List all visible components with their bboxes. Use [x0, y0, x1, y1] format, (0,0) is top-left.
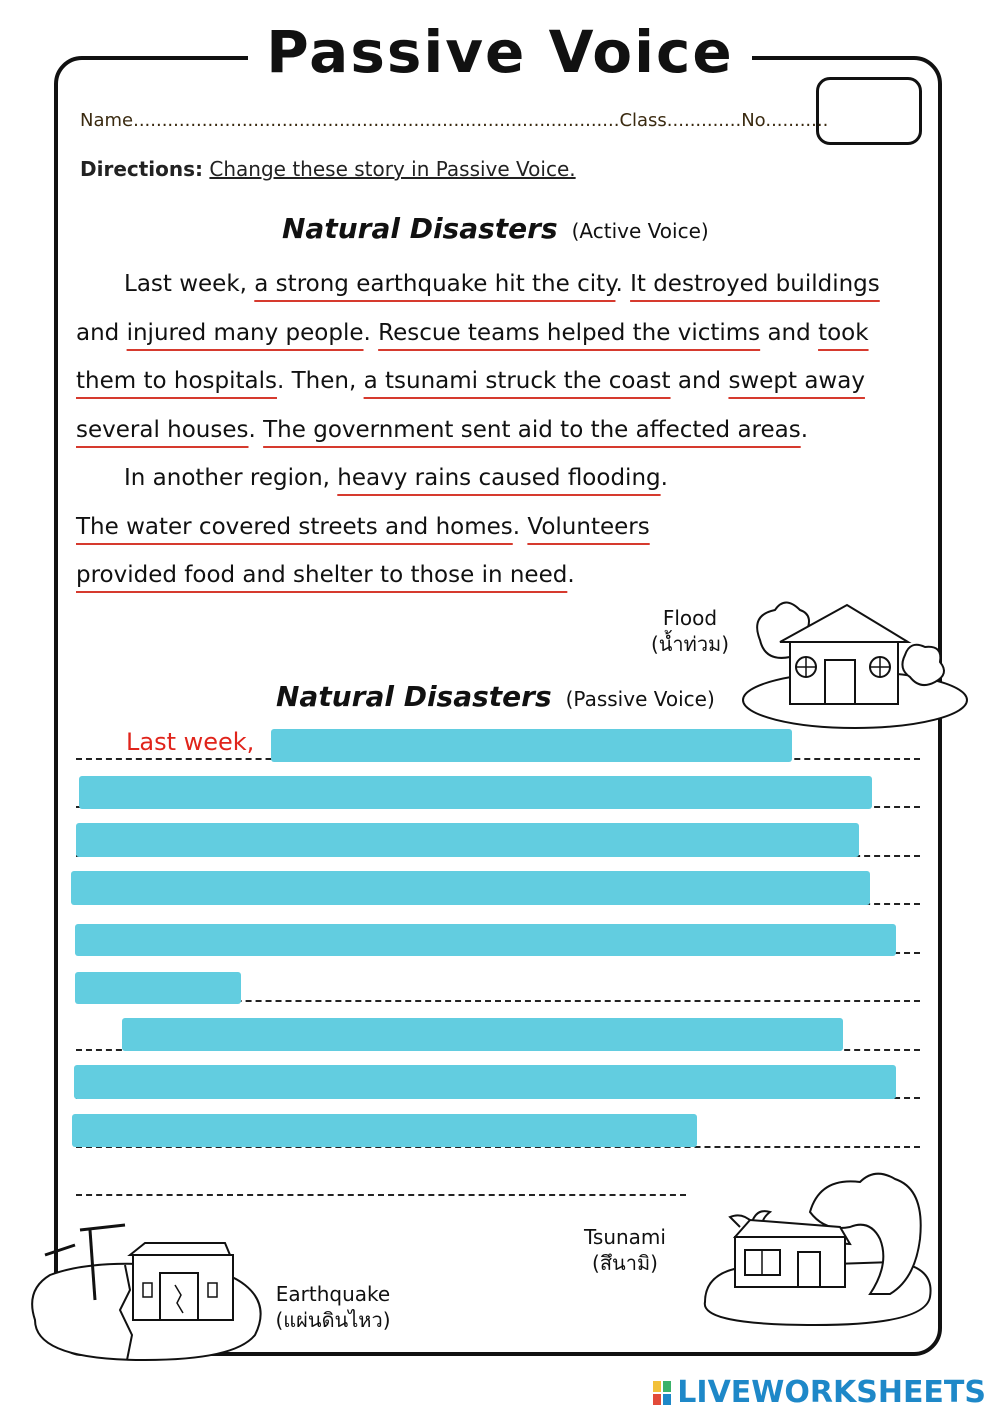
number-field[interactable]: No........... [741, 110, 829, 131]
answer-blank-8[interactable] [74, 1065, 896, 1099]
earthquake-caption: Earthquake (แผ่นดินไหว) [275, 1282, 391, 1332]
answer-blank-1[interactable] [271, 729, 792, 762]
tsunami-caption: Tsunami (สึนามิ) [584, 1225, 666, 1275]
answer-blank-9[interactable] [72, 1114, 697, 1147]
name-field[interactable]: Name..................................................................................... [80, 110, 620, 131]
liveworksheets-logo[interactable]: LIVEWORKSHEETS [653, 1375, 986, 1410]
answer-blank-5[interactable] [75, 924, 896, 956]
answer-blank-2[interactable] [79, 776, 872, 809]
directions [80, 157, 576, 181]
answer-blank-3[interactable] [76, 823, 859, 857]
earthquake-illustration [25, 1215, 265, 1365]
score-box [816, 77, 922, 145]
flood-house-illustration [740, 600, 970, 730]
active-subheading: (Active Voice) [571, 219, 709, 243]
tsunami-illustration [700, 1172, 940, 1332]
active-heading: Natural Disasters (Active Voice) [282, 212, 709, 245]
passive-lead-text: Last week, [126, 728, 255, 756]
page-title: Passive Voice [0, 18, 1000, 86]
answer-line [76, 1194, 686, 1196]
passive-subheading: (Passive Voice) [565, 687, 715, 711]
answer-blank-6[interactable] [75, 972, 241, 1004]
story-paragraph-2: In another region, heavy rains caused flooding. The water covered streets and homes. Volunteers provided food and shelter to those in need. [76, 465, 668, 588]
answer-blank-4[interactable] [71, 871, 870, 905]
student-info-line [80, 110, 828, 131]
class-field[interactable]: Class............. [619, 110, 742, 131]
active-story [76, 260, 902, 600]
passive-heading: Natural Disasters (Passive Voice) [276, 680, 715, 713]
answer-blank-7[interactable] [122, 1018, 843, 1051]
flood-caption: Flood (น้ำท่วม) [650, 606, 730, 656]
directions-label: Directions: [80, 157, 204, 181]
liveworksheets-icon [653, 1381, 671, 1405]
directions-text: Change these story in Passive Voice. [209, 157, 576, 181]
story-paragraph-1: Last week, a strong earthquake hit the city. It destroyed buildings and injured many people. Rescue teams helped the victims and took them to hospitals. Then, a tsunami struck the coast and swept away several houses. The government sent aid to the affected areas. [76, 271, 880, 443]
